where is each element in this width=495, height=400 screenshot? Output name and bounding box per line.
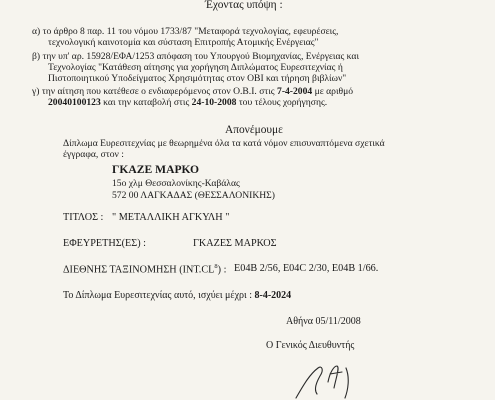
handwritten-signature bbox=[290, 354, 380, 400]
consideration-b-line3: Πιστοποιητικού Υποδείγματος Χρησιμότητας στον ΟΒΙ και τήρηση βιβλίων" bbox=[48, 73, 347, 84]
consideration-c-end: του τέλους χορήγησης. bbox=[236, 97, 328, 108]
title-value: " ΜΕΤΑΛΛΙΚΗ ΑΓΚΥΛΗ " bbox=[112, 212, 230, 223]
classification-label bbox=[63, 263, 226, 275]
classification-label-text: ΔΙΕΘΝΗΣ ΤΑΞΙΝΟΜΗΣΗ (INT.CL bbox=[63, 264, 215, 276]
decision-line2: έγγραφα, στον : bbox=[63, 149, 124, 160]
recipient-address1: 15ο χλμ Θεσσαλονίκης-Καβάλας bbox=[112, 178, 240, 189]
classification-value: E04B 2/56, E04C 2/30, E04B 1/66. bbox=[234, 263, 379, 274]
consideration-a-line1: α) το άρθρο 8 παρ. 11 του νόμου 1733/87 "Μεταφορά τεχνολογίας, εφευρέσεις, bbox=[32, 26, 339, 37]
recipient-address2: 572 00 ΛΑΓΚΑΔΑΣ (ΘΕΣΣΑΛΟΝΙΚΗΣ) bbox=[112, 190, 275, 201]
payment-date: 24-10-2008 bbox=[191, 97, 237, 108]
classification-label-end: ) : bbox=[217, 264, 227, 276]
classification-edition: 8 bbox=[214, 263, 218, 270]
validity-date: 8-4-2024 bbox=[254, 290, 292, 301]
application-number: 20040100123 bbox=[48, 97, 101, 108]
title-label: ΤΙΤΛΟΣ : bbox=[63, 212, 104, 223]
place-date: Αθήνα 05/11/2008 bbox=[286, 316, 361, 327]
validity-text: Το Δίπλωμα Ευρεσιτεχνίας αυτό, ισχύει μέχρι : bbox=[63, 290, 255, 301]
inventor-label: ΕΦΕΥΡΕΤΗΣ(ΕΣ) : bbox=[63, 238, 146, 249]
consideration-b-line1: β) την υπ' αρ. 15928/ΕΦΑ/1253 απόφαση του Υπουργού Βιομηχανίας, Ενέργειας και bbox=[32, 51, 360, 62]
consideration-c-mid: με αριθμό bbox=[312, 86, 354, 97]
inventor-value: ΓΚΑΖΕΣ ΜΑΡΚΟΣ bbox=[193, 238, 277, 249]
filing-date: 7-4-2004 bbox=[277, 86, 313, 97]
consideration-c-mid2: και την καταβολή στις bbox=[100, 97, 192, 108]
consideration-b-line2: Τεχνολογίας "Κατάθεση αίτησης για χορήγηση Διπλώματος Ευρεσιτεχνίας ή bbox=[48, 62, 343, 73]
recipient-name: ΓΚΑΖΕ ΜΑΡΚΟ bbox=[112, 163, 200, 176]
decision-line1: Δίπλωμα Ευρεσιτεχνίας με θεωρημένα όλα τα κατά νόμον επισυναπτόμενα σχετικά bbox=[63, 138, 385, 149]
signatory: Ο Γενικός Διευθυντής bbox=[266, 340, 355, 351]
consideration-c-line1 bbox=[32, 86, 353, 97]
validity-line bbox=[63, 290, 291, 301]
heading: Έχοντας υπόψη : bbox=[205, 0, 283, 11]
consideration-c-text: γ) την αίτηση που κατέθεσε ο ενδιαφερόμενος στον Ο.Β.Ι. στις bbox=[32, 86, 278, 97]
consideration-a-line2: τεχνολογική καινοτομία και σύσταση Επιτροπής Ατομικής Ενέργειας" bbox=[48, 37, 319, 48]
consideration-c-line2 bbox=[48, 97, 327, 108]
decision-title: Απονέμουμε bbox=[225, 124, 283, 136]
